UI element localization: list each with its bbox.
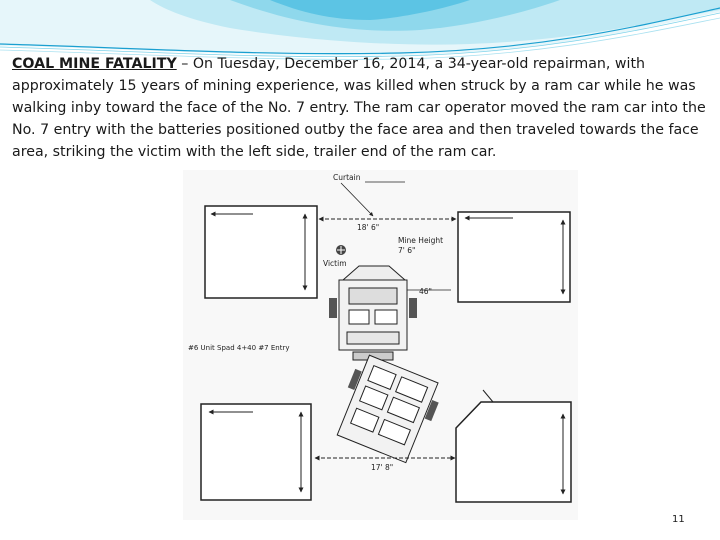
ramcar-width-label: 46" <box>419 287 432 296</box>
victim-label: Victim <box>323 259 347 268</box>
mine-height-label: Mine Height <box>398 236 444 245</box>
width-bottom-label: 17' 8" <box>371 463 394 472</box>
width-top-label: 18' 6" <box>357 223 380 232</box>
slide-body: – On Tuesday, December 16, 2014, a 34-year-old repairman, with approximately 15 years of mining experience, was killed when struck by a ram car while he was walking inby toward the face of the No. 7 entry. The ram car operator moved the ram car into the No. 7 entry with the batteries positioned outby the face area and then traveled towards the face area, striking the victim with the left side, trailer end of the ram car. <box>12 56 706 160</box>
curtain-label: Curtain <box>333 173 361 182</box>
mine-height-value: 7' 6" <box>398 246 416 255</box>
slide-title-lead: COAL MINE FATALITY <box>12 56 177 72</box>
pillar-top-left <box>205 206 317 298</box>
accident-diagram <box>183 170 578 520</box>
page-number: 11 <box>672 514 685 525</box>
pillar-bottom-left <box>201 404 311 500</box>
entry-label: #6 Unit Spad 4+40 #7 Entry <box>188 344 290 352</box>
pillar-top-right <box>458 212 570 302</box>
ram-car-front <box>329 266 417 360</box>
slide-body-text <box>12 53 712 163</box>
victim-icon <box>336 245 346 255</box>
